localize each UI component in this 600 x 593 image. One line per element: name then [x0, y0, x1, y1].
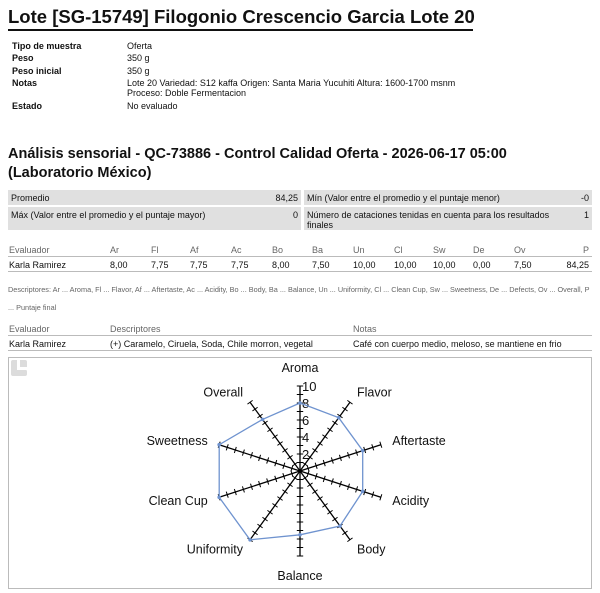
summary-value: -0	[580, 193, 589, 203]
info-key: Notas	[12, 77, 38, 88]
radar-tick	[342, 531, 347, 535]
radar-tick	[272, 504, 277, 508]
col-header: Af	[190, 245, 199, 255]
radar-point	[361, 449, 365, 453]
col-header: Fl	[151, 245, 159, 255]
radar-axis-label: Flavor	[357, 385, 392, 400]
info-value: 350 g	[127, 53, 150, 64]
col-header: Un	[353, 245, 365, 255]
col-header: Ov	[514, 245, 526, 255]
radar-tick	[257, 524, 262, 528]
info-value	[127, 78, 455, 98]
radar-axis-label: Aroma	[281, 361, 319, 375]
col-header: Notas	[353, 324, 377, 334]
cell-descriptors: (+) Caramelo, Ciruela, Soda, Chile morron, vegetal	[110, 339, 313, 349]
radar-axis-label: Body	[357, 542, 386, 557]
col-header: Ar	[110, 245, 119, 255]
radar-tick	[322, 435, 327, 439]
summary-max	[8, 207, 301, 230]
radar-tick	[292, 462, 297, 466]
radar-tick-label: 2	[302, 447, 310, 462]
summary-average	[8, 190, 301, 205]
cell-score: 7,75	[231, 260, 249, 270]
summary-label: Máx (Valor entre el promedio y el puntaje mayor)	[11, 210, 206, 220]
cell-score: 7,75	[190, 260, 208, 270]
col-header: Evaluador	[9, 245, 50, 255]
radar-tick	[252, 531, 257, 535]
cell-total: 84,25	[566, 260, 589, 270]
radar-tick	[277, 442, 282, 446]
radar-tick-label: 4	[302, 430, 310, 445]
cell-evaluator: Karla Ramirez	[9, 339, 67, 349]
info-value: 350 g	[127, 65, 150, 76]
radar-tick	[312, 448, 317, 452]
summary-value: 84,25	[275, 193, 298, 203]
radar-tick	[287, 483, 292, 487]
radar-tick	[272, 435, 277, 439]
radar-tick	[322, 504, 327, 508]
info-key: Peso	[12, 53, 34, 64]
descriptors-header	[8, 321, 592, 336]
title-underline	[8, 29, 473, 31]
col-header: Evaluador	[9, 324, 50, 334]
radar-point	[217, 495, 221, 499]
radar-tick-label: 8	[302, 396, 310, 411]
col-header: Bo	[272, 245, 284, 255]
summary-table	[8, 190, 592, 230]
notes-line-1: Lote 20 Variedad: S12 kaffa Origen: Santa Maria Yucuhiti Altura: 1600-1700 msnm	[127, 77, 456, 88]
radar-tick	[277, 497, 282, 501]
radar-chart	[9, 358, 593, 590]
radar-point	[298, 401, 302, 405]
radar-point	[338, 524, 342, 528]
notes-line-2: Proceso: Doble Fermentacion	[127, 87, 247, 98]
info-value: No evaluado	[127, 100, 178, 111]
radar-tick	[317, 497, 322, 501]
col-header: Ac	[231, 245, 242, 255]
table-row	[8, 336, 592, 351]
summary-label: Promedio	[11, 193, 50, 203]
app-logo-icon	[9, 358, 29, 378]
descriptor-legend: Descriptores: Ar ... Aroma, Fl ... Flavor, Af ... Aftertaste, Ac ... Acidity, Bo ... Body, Ba ... Balance, Un ... Uniformity, Cl ... Clean Cup, Sw ... Sweetness, De ... Defects, Ov ... Overall, P ... Puntaje final	[8, 285, 590, 312]
radar-axis-label: Overall	[203, 385, 243, 400]
radar-tick	[247, 400, 252, 404]
radar-point	[361, 490, 365, 494]
radar-tick	[287, 455, 292, 459]
page-title: Lote [SG-15749] Filogonio Crescencio Garcia Lote 20	[8, 6, 475, 27]
radar-tick-label: 10	[302, 379, 317, 394]
radar-tick	[267, 510, 272, 514]
col-header: Ba	[312, 245, 324, 255]
radar-tick	[312, 490, 317, 494]
radar-axis-label: Balance	[277, 569, 323, 583]
col-header: P	[582, 245, 589, 255]
cell-notes: Café con cuerpo medio, meloso, se mantiene en frio	[353, 339, 562, 349]
scores-table	[8, 242, 592, 272]
summary-min	[304, 190, 592, 205]
radar-tick	[252, 407, 257, 411]
col-header: Descriptores	[110, 324, 161, 334]
summary-label: Número de cataciones tenidas en cuenta para los resultados finales	[307, 210, 550, 230]
info-value: Oferta	[127, 41, 153, 51]
radar-tick-label: 6	[302, 413, 310, 428]
radar-tick	[262, 421, 267, 425]
radar-tick	[347, 538, 352, 542]
summary-value: 1	[583, 210, 589, 220]
scores-header	[8, 242, 592, 257]
summary-cuppings	[304, 207, 592, 230]
cell-score: 7,50	[514, 260, 532, 270]
radar-tick	[267, 428, 272, 432]
table-row	[8, 257, 592, 272]
col-header: De	[473, 245, 485, 255]
radar-tick	[347, 400, 352, 404]
radar-tick	[282, 490, 287, 494]
radar-axis-label: Aftertaste	[392, 434, 446, 449]
analysis-title: Análisis sensorial - QC-73886 - Control Calidad Oferta - 2026-06-17 05:00 (Laboratorio México)	[8, 146, 507, 181]
radar-point	[248, 538, 252, 542]
summary-label: Mín (Valor entre el promedio y el puntaje menor)	[307, 193, 500, 203]
summary-value: 0	[292, 210, 298, 220]
col-header: Cl	[394, 245, 403, 255]
radar-tick	[327, 428, 332, 432]
radar-point	[298, 533, 302, 537]
cell-evaluator: Karla Ramirez	[9, 260, 67, 270]
info-key: Tipo de muestra	[12, 41, 82, 51]
info-key: Peso inicial	[12, 65, 62, 76]
cell-score: 0,00	[473, 260, 491, 270]
cell-score: 10,00	[353, 260, 376, 270]
cell-score: 8,00	[110, 260, 128, 270]
radar-tick	[332, 421, 337, 425]
radar-tick	[317, 442, 322, 446]
cell-score: 10,00	[433, 260, 456, 270]
radar-tick	[257, 414, 262, 418]
col-header: Sw	[433, 245, 446, 255]
radar-axis-label: Acidity	[392, 493, 430, 508]
radar-tick	[327, 510, 332, 514]
cell-score: 7,75	[151, 260, 169, 270]
radar-tick	[282, 448, 287, 452]
radar-tick	[342, 407, 347, 411]
cell-score: 7,50	[312, 260, 330, 270]
radar-point	[337, 416, 341, 420]
radar-point	[261, 418, 265, 422]
cell-score: 8,00	[272, 260, 290, 270]
cell-score: 10,00	[394, 260, 417, 270]
radar-chart-panel	[8, 357, 592, 589]
radar-axis-label: Sweetness	[146, 434, 208, 449]
radar-point	[217, 443, 221, 447]
radar-axis-label: Uniformity	[186, 542, 243, 557]
radar-axis-label: Clean Cup	[148, 493, 208, 508]
radar-tick	[262, 517, 267, 521]
info-key: Estado	[12, 100, 43, 111]
descriptors-table	[8, 321, 592, 351]
radar-tick	[307, 483, 312, 487]
radar-tick	[332, 517, 337, 521]
